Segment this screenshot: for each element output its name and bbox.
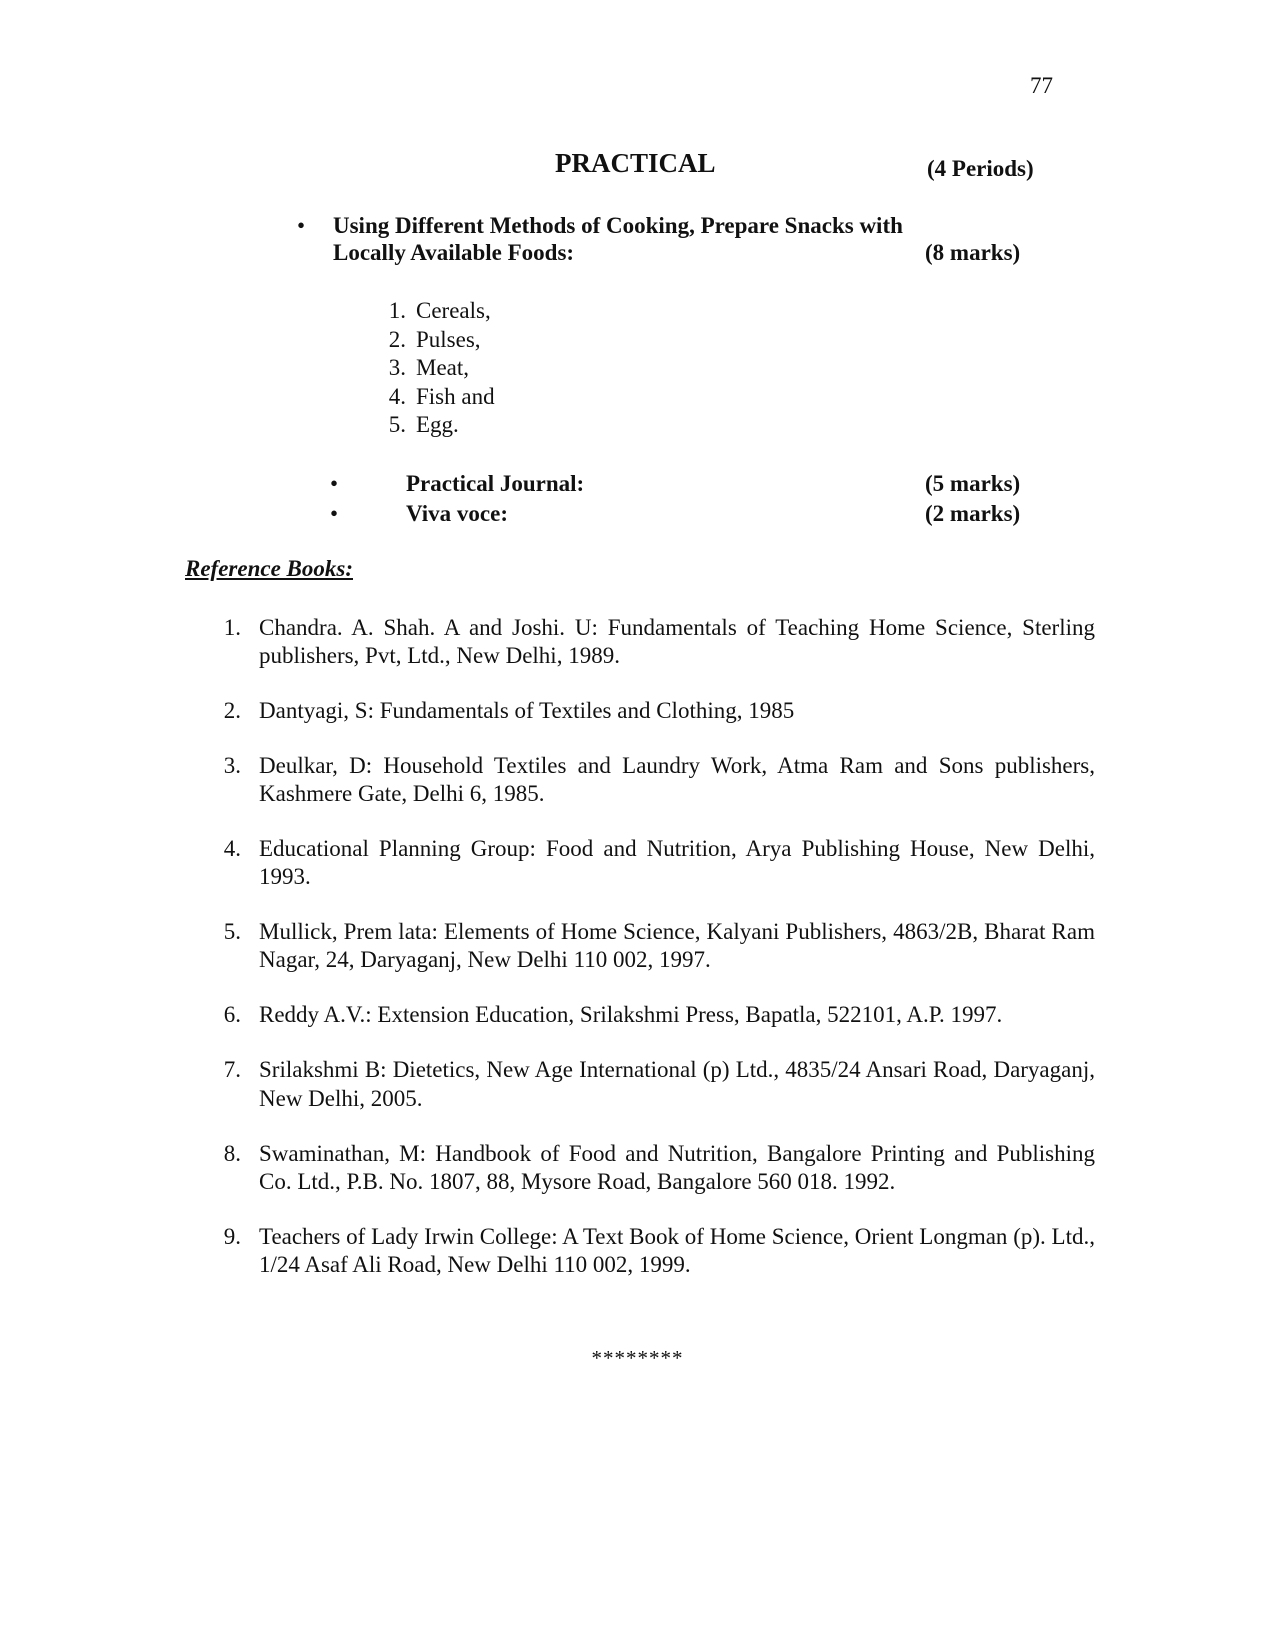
reference-text: Teachers of Lady Irwin College: A Text Book of Home Science, Orient Longman (p). Ltd., 1/24 Asaf Ali Road, New Delhi 110 002, 1999.	[259, 1223, 1095, 1277]
reference-text: Educational Planning Group: Food and Nutrition, Arya Publishing House, New Delhi, 1993.	[259, 836, 1095, 890]
food-list	[370, 297, 495, 440]
food-item-number: 5.	[388, 412, 406, 437]
reference-item	[215, 1223, 1095, 1279]
reference-text: Swaminathan, M: Handbook of Food and Nutrition, Bangalore Printing and Publishing Co. Ltd., P.B. No. 1807, 88, Mysore Road, Bangalore 560 018. 1992.	[259, 1140, 1095, 1194]
food-item	[370, 383, 495, 412]
reference-text: Srilakshmi B: Dietetics, New Age International (p) Ltd., 4835/24 Ansari Road, Daryaganj, New Delhi, 2005.	[259, 1057, 1095, 1111]
reference-item	[215, 835, 1095, 891]
assessment-marks: (2 marks)	[925, 501, 1021, 526]
bullet-icon: •	[330, 501, 339, 526]
section-periods: (4 Periods)	[927, 156, 1034, 181]
task-title-line2: Locally Available Foods:	[333, 240, 575, 265]
food-item-text: Egg.	[416, 412, 459, 437]
section-header	[555, 147, 1047, 183]
reference-text: Mullick, Prem lata: Elements of Home Science, Kalyani Publishers, 4863/2B, Bharat Ram Nagar, 24, Daryaganj, New Delhi 110 002, 1997.	[259, 919, 1095, 973]
reference-text: Chandra. A. Shah. A and Joshi. U: Fundamentals of Teaching Home Science, Sterling publishers, Pvt, Ltd., New Delhi, 1989.	[259, 615, 1095, 669]
bullet-icon: •	[297, 213, 306, 238]
assessment-marks: (5 marks)	[925, 471, 1021, 496]
reference-item	[215, 1140, 1095, 1196]
food-item-number: 4.	[388, 383, 406, 409]
reference-item	[215, 1056, 1095, 1112]
reference-number: 4.	[223, 836, 241, 862]
reference-number: 7.	[223, 1057, 241, 1083]
food-item-number: 2.	[388, 326, 406, 352]
assessment-label: Practical Journal:	[406, 471, 585, 496]
task-title-line1: Using Different Methods of Cooking, Prepare Snacks with	[333, 213, 903, 238]
reference-item	[215, 752, 1095, 808]
food-item-text: Pulses,	[416, 326, 481, 352]
reference-number: 1.	[223, 615, 241, 640]
food-item-text: Cereals,	[416, 298, 491, 323]
reference-item	[215, 1001, 1095, 1029]
assessment-label: Viva voce:	[406, 501, 508, 526]
reference-number: 6.	[223, 1002, 241, 1028]
reference-item	[215, 697, 1095, 725]
reference-text: Reddy A.V.: Extension Education, Srilakshmi Press, Bapatla, 522101, A.P. 1997.	[259, 1002, 1003, 1028]
food-item	[370, 297, 491, 326]
food-item	[370, 326, 481, 355]
food-item	[370, 354, 470, 383]
reference-number: 8.	[223, 1140, 241, 1166]
reference-list	[215, 614, 1095, 1306]
reference-text: Deulkar, D: Household Textiles and Laundry Work, Atma Ram and Sons publishers, Kashmere Gate, Delhi 6, 1985.	[259, 753, 1095, 807]
reference-item	[215, 918, 1095, 974]
reference-number: 5.	[223, 919, 241, 945]
bullet-icon: •	[330, 471, 339, 496]
food-item-text: Fish and	[416, 383, 495, 409]
page-number: 77	[1030, 73, 1053, 98]
food-item-number: 3.	[388, 355, 406, 380]
food-item-text: Meat,	[416, 355, 470, 380]
reference-number: 3.	[223, 753, 241, 779]
section-title: PRACTICAL	[555, 148, 716, 178]
reference-number: 9.	[223, 1223, 241, 1249]
food-item-number: 1.	[388, 298, 406, 323]
reference-number: 2.	[223, 698, 241, 724]
reference-item	[215, 614, 1095, 670]
reference-heading: Reference Books:	[185, 556, 353, 581]
task-marks: (8 marks)	[925, 240, 1021, 265]
food-item	[370, 411, 459, 440]
reference-text: Dantyagi, S: Fundamentals of Textiles and Clothing, 1985	[259, 698, 795, 724]
end-mark: ********	[591, 1346, 684, 1370]
